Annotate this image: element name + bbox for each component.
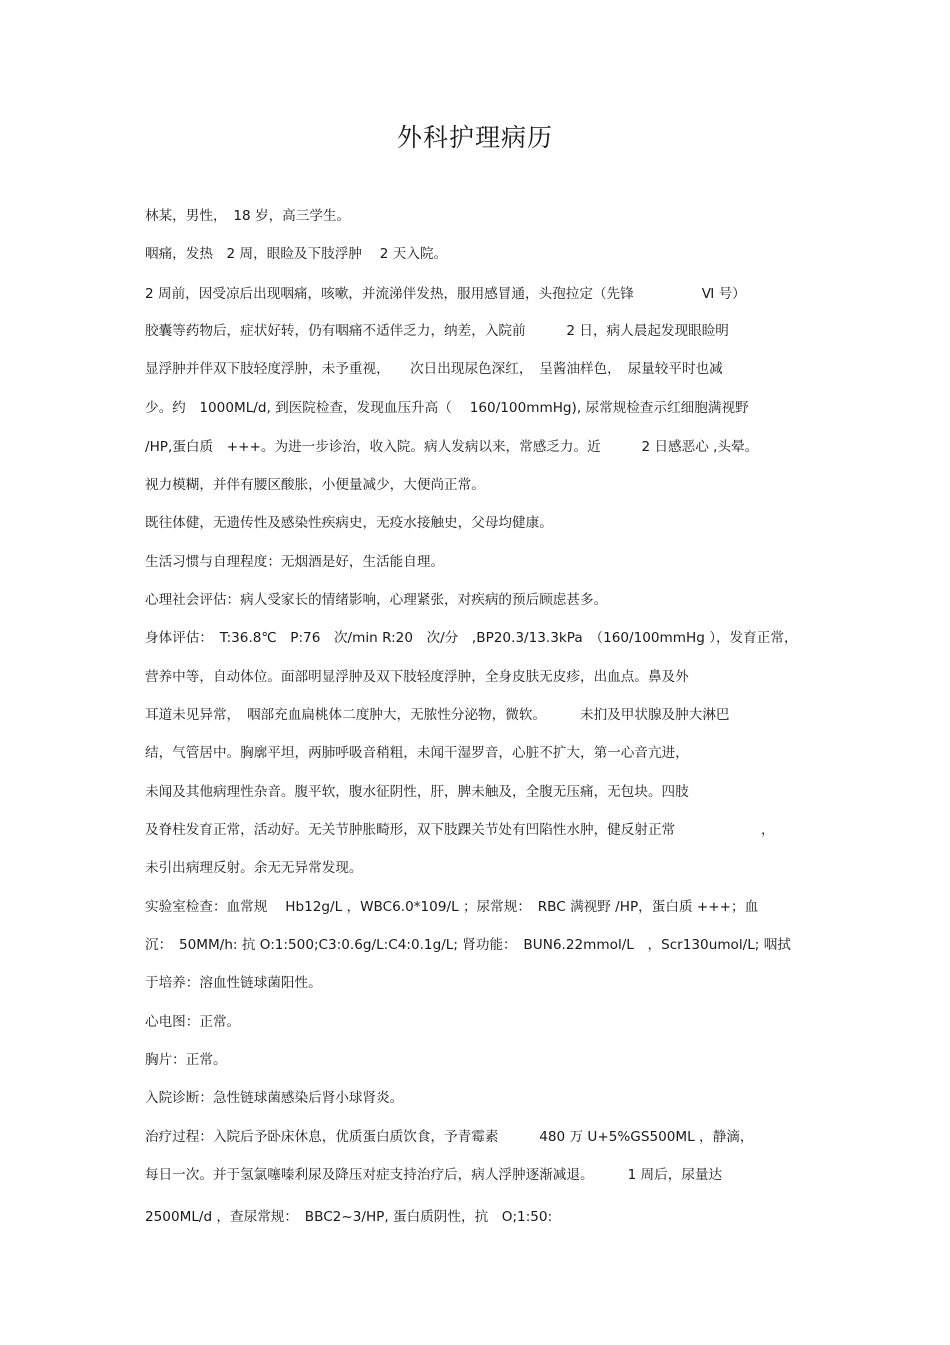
text-line: 沉： 50MM/h: 抗 O:1:500;C3:0.6g/L:C4:0.1g/L; 肾功能： BUN6.22mmol/L ，Scr130umol/L; 咽拭: [145, 937, 791, 953]
text-line: 2500ML/d ，查尿常规： BBC2~3/HP, 蛋白质阴性，抗 O;1:50:: [145, 1209, 553, 1225]
text-line: 视力模糊，并伴有腰区酸胀，小便量减少，大便尚正常。: [145, 477, 485, 493]
text-line: 咽痛，发热 2 周，眼睑及下肢浮肿 2 天入院。: [145, 246, 448, 262]
document-title: 外科护理病历: [396, 123, 553, 152]
text-line: 治疗过程：入院后予卧床休息，优质蛋白质饮食，予青霉素 480 万 U+5%GS500ML ，静滴，: [145, 1129, 754, 1145]
text-line: 及脊柱发育正常，活动好。无关节肿胀畸形，双下肢踝关节处有凹陷性水肿，健反射正常 ，: [145, 822, 775, 838]
text-line: 显浮肿并伴双下肢轻度浮肿，未予重视， 次日出现尿色深红， 呈酱油样色， 尿量较平时也减: [145, 361, 723, 377]
text-line: 入院诊断：急性链球菌感染后肾小球肾炎。: [145, 1090, 404, 1106]
text-line: 既往体健，无遗传性及感染性疾病史，无疫水接触史，父母均健康。: [145, 515, 553, 531]
text-line: 胸片：正常。: [145, 1052, 227, 1068]
text-line: 身体评估： T:36.8℃ P:76 次/min R:20 次/分 ,BP20.3/13.3kPa （160/100mmHg ），发育正常，: [145, 630, 798, 646]
text-line: 心理社会评估：病人受家长的情绪影响，心理紧张，对疾病的预后顾虑甚多。: [145, 592, 608, 608]
text-line: /HP,蛋白质 +++。为进一步诊治，收入院。病人发病以来，常感乏力。近 2 日感恶心 ,头晕。: [145, 439, 759, 455]
text-line: 实验室检查：血常规 Hb12g/L ，WBC6.0*109/L ；尿常规： RBC 满视野 /HP，蛋白质 +++；血: [145, 899, 759, 915]
text-line: 生活习惯与自理程度：无烟酒是好，生活能自理。: [145, 554, 445, 570]
text-line: 未引出病理反射。余无无异常发现。: [145, 860, 363, 876]
text-line: 林某，男性， 18 岁，高三学生。: [145, 208, 351, 224]
text-line: 耳道未见异常， 咽部充血扁桃体二度肿大，无脓性分泌物，微软。 未扪及甲状腺及肿大淋巴: [145, 707, 730, 723]
text-line: 2 周前，因受凉后出现咽痛，咳嗽，并流涕伴发热，服用感冒通，头孢拉定（先锋 Ⅵ 号）: [145, 286, 746, 302]
text-line: 每日一次。并于氢氯噻嗪利尿及降压对症支持治疗后，病人浮肿逐渐减退。 1 周后，尿量达: [145, 1167, 723, 1183]
text-line: 结，气管居中。胸廓平坦，两肺呼吸音稍粗，未闻干湿罗音，心脏不扩大，第一心音亢进，: [145, 745, 689, 761]
text-line: 胶囊等药物后，症状好转，仍有咽痛不适伴乏力，纳差，入院前 2 日，病人晨起发现眼睑明: [145, 323, 729, 339]
text-line: 心电图：正常。: [145, 1014, 241, 1030]
text-line: 未闻及其他病理性杂音。腹平软，腹水征阴性，肝，脾未触及，全腹无压痛，无包块。四肢: [145, 784, 689, 800]
text-line: 少。约 1000ML/d, 到医院检查，发现血压升高（ 160/100mmHg), 尿常规检查示红细胞满视野: [145, 400, 749, 416]
text-line: 于培养：溶血性链球菌阳性。: [145, 975, 322, 991]
text-line: 营养中等，自动体位。面部明显浮肿及双下肢轻度浮肿，全身皮肤无皮疹，出血点。鼻及外: [145, 669, 689, 685]
